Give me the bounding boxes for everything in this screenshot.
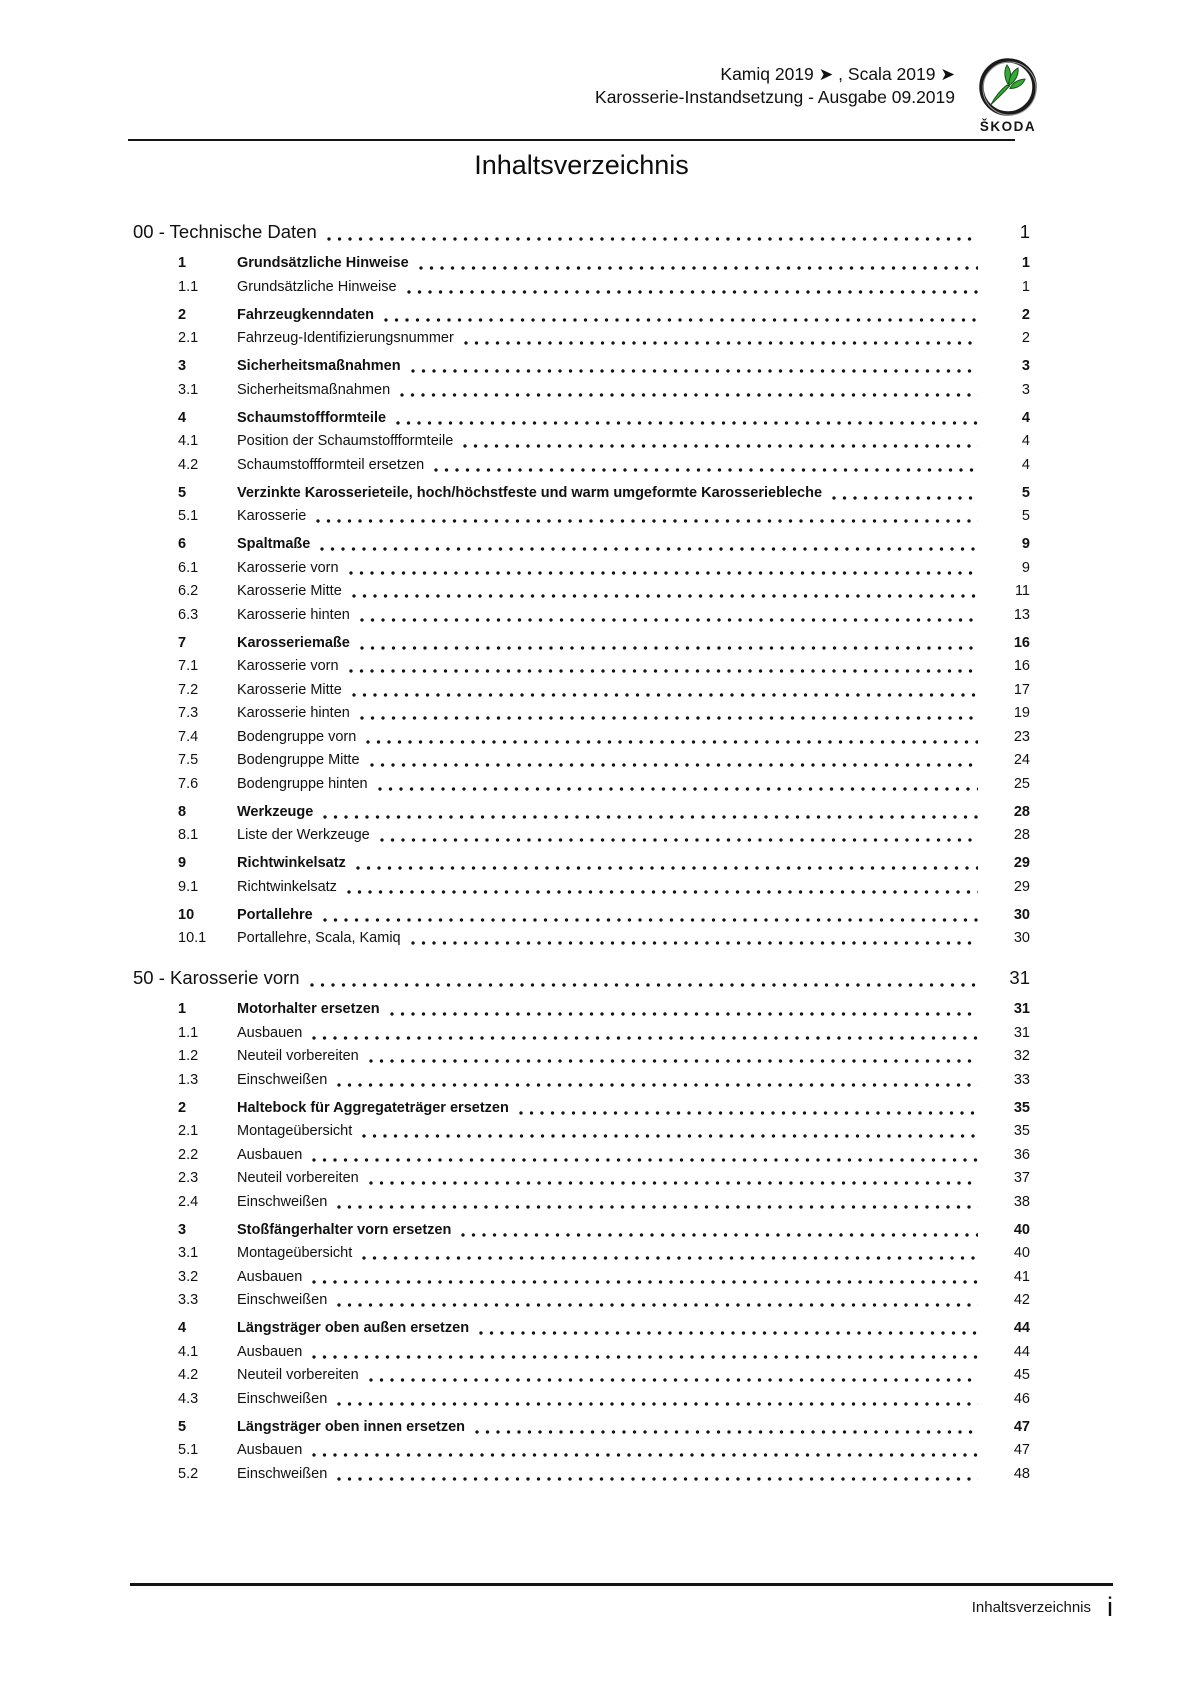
toc-subsection-row[interactable] <box>133 381 1030 400</box>
header-model-line: Kamiq 2019 ➤ , Scala 2019 ➤ <box>720 64 955 84</box>
dotted-leader <box>419 266 978 270</box>
toc-section-row[interactable] <box>133 484 1030 503</box>
dotted-leader <box>411 941 978 945</box>
toc-page-number: 30 <box>1013 930 1030 946</box>
toc-subsection-row[interactable] <box>133 1244 1030 1263</box>
toc-entry-number: 9 <box>178 855 187 871</box>
toc-entry-number: 1 <box>178 1001 187 1017</box>
dotted-leader <box>349 669 978 673</box>
toc-entry-number: 7.3 <box>178 705 199 721</box>
toc-subsection-row[interactable] <box>133 1193 1030 1212</box>
dotted-leader <box>464 341 978 345</box>
toc-page-number: 5 <box>1021 508 1030 524</box>
toc-entry-number: 3.2 <box>178 1268 199 1285</box>
toc-page-number: 41 <box>1013 1268 1030 1285</box>
toc-entry-label: Karosserie hinten <box>237 705 350 721</box>
toc-subsection-row[interactable] <box>133 878 1030 897</box>
toc-page-number: 45 <box>1013 1367 1030 1383</box>
toc-page-number: 46 <box>1013 1390 1030 1407</box>
toc-section-row[interactable] <box>133 803 1030 822</box>
toc-entry-label: Ausbauen <box>237 1268 303 1285</box>
dotted-leader <box>356 866 978 870</box>
dotted-leader <box>337 1083 978 1087</box>
toc-entry-label: 00 - Technische Daten <box>133 221 317 242</box>
dotted-leader <box>316 519 978 523</box>
toc-entry-label: Portallehre <box>237 906 313 923</box>
toc-subsection-row[interactable] <box>133 1024 1030 1043</box>
toc-entry-label: Schaumstoffformteil ersetzen <box>237 456 425 473</box>
toc-page-number: 31 <box>1013 1024 1030 1041</box>
footer-divider <box>130 1583 1113 1586</box>
toc-page-number: 40 <box>1013 1221 1030 1238</box>
toc-entry-label: Richtwinkelsatz <box>237 878 337 895</box>
toc-subsection-row[interactable] <box>133 1169 1030 1188</box>
toc-subsection-row[interactable] <box>133 1268 1030 1287</box>
toc-entry-number: 5.2 <box>178 1465 199 1482</box>
toc-page-number: 31 <box>1013 1001 1030 1017</box>
toc-subsection-row[interactable] <box>133 1465 1030 1484</box>
toc-entry-number: 10.1 <box>178 930 207 946</box>
toc-entry-number: 6.1 <box>178 559 199 576</box>
toc-page-number: 47 <box>1013 1418 1030 1435</box>
dotted-leader <box>390 1012 978 1016</box>
toc-page-number: 4 <box>1021 456 1030 473</box>
toc-entry-label: Fahrzeug-Identifizierungsnummer <box>237 330 454 346</box>
toc-entry-label: Ausbauen <box>237 1343 303 1360</box>
toc-page-number: 1 <box>1021 278 1030 295</box>
dotted-leader <box>323 815 978 819</box>
dotted-leader <box>323 918 978 922</box>
toc-page-number: 2 <box>1021 330 1030 346</box>
toc-page-number: 29 <box>1013 855 1030 871</box>
toc-entry-label: Bodengruppe Mitte <box>237 752 360 768</box>
toc-subsection-row[interactable] <box>133 456 1030 475</box>
toc-page-number: 9 <box>1021 536 1030 552</box>
toc-page-number: 48 <box>1013 1465 1030 1482</box>
toc-entry-label: Spaltmaße <box>237 536 311 552</box>
toc-subsection-row[interactable] <box>133 751 1030 770</box>
toc-subsection-row[interactable] <box>133 606 1030 625</box>
toc-subsection-row[interactable] <box>133 1047 1030 1066</box>
toc-entry-number: 4 <box>178 1320 187 1336</box>
dotted-leader <box>380 838 978 842</box>
toc-entry-number: 4 <box>178 409 187 426</box>
dotted-leader <box>378 787 978 791</box>
toc-entry-label: Ausbauen <box>237 1442 303 1458</box>
toc-entry-label: Liste der Werkzeuge <box>237 827 370 843</box>
toc-page-number: 35 <box>1013 1099 1030 1116</box>
toc-entry-label: Ausbauen <box>237 1024 303 1041</box>
dotted-leader <box>519 1111 978 1115</box>
toc-entry-label: Neuteil vorbereiten <box>237 1170 359 1186</box>
toc-section-row[interactable] <box>133 1221 1030 1240</box>
toc-entry-number: 4.3 <box>178 1390 199 1407</box>
dotted-leader <box>352 693 978 697</box>
toc-entry-label: Sicherheitsmaßnahmen <box>237 381 391 398</box>
toc-page-number: 29 <box>1013 878 1030 895</box>
toc-entry-label: Neuteil vorbereiten <box>237 1048 359 1064</box>
toc-entry-number: 1 <box>178 255 187 271</box>
dotted-leader <box>475 1430 978 1434</box>
toc-entry-label: Stoßfängerhalter vorn ersetzen <box>237 1221 452 1238</box>
dotted-leader <box>349 571 978 575</box>
dotted-leader <box>369 1059 978 1063</box>
toc-entry-label: Portallehre, Scala, Kamiq <box>237 930 401 946</box>
dotted-leader <box>312 1355 978 1359</box>
skoda-logo-block <box>966 56 1050 134</box>
toc-entry-number: 3 <box>178 1221 187 1238</box>
toc-entry-label: Einschweißen <box>237 1292 328 1308</box>
toc-subsection-row[interactable] <box>133 826 1030 845</box>
header-divider <box>128 139 1015 141</box>
toc-subsection-row[interactable] <box>133 278 1030 297</box>
toc-entry-label: Montageübersicht <box>237 1245 353 1261</box>
toc-section-row[interactable] <box>133 1000 1030 1019</box>
toc-page-number: 16 <box>1013 634 1030 651</box>
toc-entry-label: Einschweißen <box>237 1193 328 1210</box>
toc-page-number: 42 <box>1013 1292 1030 1308</box>
toc-section-row[interactable] <box>133 906 1030 925</box>
toc-page-number: 9 <box>1021 559 1030 576</box>
dotted-leader <box>463 444 978 448</box>
toc-entry-label: Grundsätzliche Hinweise <box>237 255 409 271</box>
toc-entry-label: Längsträger oben innen ersetzen <box>237 1418 466 1435</box>
toc-page-number: 19 <box>1013 705 1030 721</box>
toc-page-number: 31 <box>1009 967 1030 988</box>
toc-list <box>133 219 1030 1484</box>
toc-section-row[interactable] <box>133 357 1030 376</box>
dotted-leader <box>337 1303 978 1307</box>
toc-page-number: 3 <box>1021 358 1030 374</box>
dotted-leader <box>360 646 978 650</box>
toc-entry-number: 3.1 <box>178 1245 199 1261</box>
toc-page-number: 24 <box>1013 752 1030 768</box>
toc-entry-number: 2.2 <box>178 1146 199 1163</box>
toc-entry-number: 9.1 <box>178 878 199 895</box>
toc-entry-number: 8 <box>178 803 187 820</box>
toc-subsection-row[interactable] <box>133 329 1030 348</box>
dotted-leader <box>312 1036 978 1040</box>
dotted-leader <box>352 594 978 598</box>
toc-page-number: 38 <box>1013 1193 1030 1210</box>
toc-section-row[interactable] <box>133 634 1030 653</box>
toc-subsection-row[interactable] <box>133 704 1030 723</box>
toc-entry-label: Karosserie hinten <box>237 606 350 623</box>
dotted-leader <box>369 1378 978 1382</box>
toc-page-number: 44 <box>1013 1343 1030 1360</box>
dotted-leader <box>384 318 978 322</box>
footer-page-number: i <box>1107 1592 1113 1622</box>
footer-block <box>130 1592 1113 1623</box>
toc-entry-number: 7.1 <box>178 658 199 674</box>
toc-section-row[interactable] <box>133 1319 1030 1338</box>
header-text-block <box>595 63 955 109</box>
toc-entry-number: 4.1 <box>178 433 199 449</box>
dotted-leader <box>479 1331 978 1335</box>
dotted-leader <box>360 716 978 720</box>
toc-subsection-row[interactable] <box>133 1366 1030 1385</box>
page-title: Inhaltsverzeichnis <box>474 150 689 180</box>
toc-entry-label: Bodengruppe hinten <box>237 775 368 792</box>
toc-entry-number: 2.4 <box>178 1193 199 1210</box>
dotted-leader <box>370 763 978 767</box>
toc-entry-number: 7.2 <box>178 681 199 698</box>
toc-entry-number: 2 <box>178 1099 187 1116</box>
toc-entry-label: Einschweißen <box>237 1465 328 1482</box>
dotted-leader <box>366 740 978 744</box>
toc-page-number: 4 <box>1021 433 1030 449</box>
toc-page-number: 5 <box>1021 484 1030 501</box>
toc-entry-number: 8.1 <box>178 827 199 843</box>
dotted-leader <box>312 1453 978 1457</box>
toc-page-number: 32 <box>1013 1048 1030 1064</box>
dotted-leader <box>360 618 978 622</box>
toc-entry-number: 1.1 <box>178 278 199 295</box>
toc-entry-label: Einschweißen <box>237 1390 328 1407</box>
toc-subsection-row[interactable] <box>133 1146 1030 1165</box>
toc-entry-number: 5 <box>178 1418 187 1435</box>
toc-entry-label: Neuteil vorbereiten <box>237 1367 359 1383</box>
toc-entry-number: 3 <box>178 358 187 374</box>
toc-subsection-row[interactable] <box>133 582 1030 601</box>
toc-page-number: 13 <box>1013 606 1030 623</box>
skoda-wordmark: ŠKODA <box>979 119 1037 134</box>
toc-entry-number: 3.3 <box>178 1292 199 1308</box>
toc-entry-label: Karosserie Mitte <box>237 583 342 599</box>
toc-entry-label: Grundsätzliche Hinweise <box>237 278 397 295</box>
dotted-leader <box>411 369 978 373</box>
toc-entry-label: Karosserie <box>237 508 307 524</box>
toc-page-number: 44 <box>1013 1320 1030 1336</box>
toc-entry-number: 5.1 <box>178 1442 199 1458</box>
toc-entry-number: 2 <box>178 306 187 323</box>
toc-page-number: 36 <box>1013 1146 1030 1163</box>
dotted-leader <box>327 237 978 241</box>
toc-section-row[interactable] <box>133 409 1030 428</box>
toc-entry-label: Verzinkte Karosserieteile, hoch/höchstfeste und warm umgeformte Karosseriebleche <box>237 484 823 501</box>
toc-page-number: 23 <box>1013 728 1030 745</box>
toc-entry-number: 7.4 <box>178 728 199 745</box>
toc-page-number: 25 <box>1013 775 1030 792</box>
dotted-leader <box>347 890 978 894</box>
toc-entry-label: Karosseriemaße <box>237 634 350 651</box>
toc-subsection-row[interactable] <box>133 929 1030 948</box>
toc-page-number: 28 <box>1013 803 1030 820</box>
dotted-leader <box>312 1280 978 1284</box>
dotted-leader <box>407 290 978 294</box>
toc-entry-number: 6 <box>178 536 187 552</box>
toc-subsection-row[interactable] <box>133 1390 1030 1409</box>
toc-page-number: 11 <box>1014 583 1030 599</box>
dotted-leader <box>310 983 978 987</box>
footer-label: Inhaltsverzeichnis <box>971 1599 1091 1616</box>
toc-page-number: 37 <box>1013 1170 1030 1186</box>
toc-subsection-row[interactable] <box>133 775 1030 794</box>
toc-entry-label: Fahrzeugkenndaten <box>237 306 374 323</box>
toc-page-number: 4 <box>1021 409 1030 426</box>
toc-section-row[interactable] <box>133 1418 1030 1437</box>
toc-page-number: 3 <box>1021 381 1030 398</box>
toc-entry-label: Längsträger oben außen ersetzen <box>237 1320 470 1336</box>
dotted-leader <box>312 1158 978 1162</box>
toc-section-row[interactable] <box>133 1099 1030 1118</box>
toc-page-number: 33 <box>1013 1071 1030 1088</box>
toc-subsection-row[interactable] <box>133 507 1030 526</box>
toc-chapter-row[interactable] <box>133 965 1030 991</box>
dotted-leader <box>337 1402 978 1406</box>
dotted-leader <box>434 468 978 472</box>
toc-page-number: 1 <box>1021 255 1030 271</box>
toc-entry-label: Richtwinkelsatz <box>237 855 346 871</box>
toc-entry-label: Bodengruppe vorn <box>237 728 357 745</box>
toc-entry-number: 2.3 <box>178 1170 199 1186</box>
toc-entry-number: 7.6 <box>178 775 199 792</box>
toc-entry-number: 7.5 <box>178 752 199 768</box>
toc-page-number: 30 <box>1013 906 1030 923</box>
toc-entry-label: Ausbauen <box>237 1146 303 1163</box>
dotted-leader <box>337 1477 978 1481</box>
toc-entry-label: Karosserie Mitte <box>237 681 342 698</box>
toc-page-number: 47 <box>1013 1442 1030 1458</box>
toc-entry-label: Werkzeuge <box>237 803 314 820</box>
toc-subsection-row[interactable] <box>133 1071 1030 1090</box>
skoda-logo-icon <box>977 56 1039 118</box>
toc-entry-number: 5.1 <box>178 508 199 524</box>
toc-section-row[interactable] <box>133 535 1030 554</box>
dotted-leader <box>400 393 978 397</box>
toc-entry-label: Einschweißen <box>237 1071 328 1088</box>
toc-entry-number: 3.1 <box>178 381 199 398</box>
dotted-leader <box>369 1181 978 1185</box>
toc-subsection-row[interactable] <box>133 1343 1030 1362</box>
toc-subsection-row[interactable] <box>133 1441 1030 1460</box>
toc-subsection-row[interactable] <box>133 1122 1030 1141</box>
toc-entry-number: 10 <box>178 906 195 923</box>
toc-section-row[interactable] <box>133 254 1030 273</box>
toc-page-number: 35 <box>1013 1123 1030 1139</box>
toc-chapter-row[interactable] <box>133 219 1030 245</box>
toc-entry-number: 2.1 <box>178 330 199 346</box>
toc-subsection-row[interactable] <box>133 432 1030 451</box>
toc-entry-label: Schaumstoffformteile <box>237 409 387 426</box>
dotted-leader <box>832 496 978 500</box>
toc-entry-label: Sicherheitsmaßnahmen <box>237 358 401 374</box>
toc-entry-number: 5 <box>178 484 187 501</box>
toc-section-row[interactable] <box>133 854 1030 873</box>
dotted-leader <box>320 547 978 551</box>
toc-entry-number: 6.2 <box>178 583 199 599</box>
toc-subsection-row[interactable] <box>133 728 1030 747</box>
toc-entry-number: 4.2 <box>178 1367 199 1383</box>
toc-page-number: 16 <box>1013 658 1030 674</box>
toc-entry-label: Haltebock für Aggregateträger ersetzen <box>237 1099 509 1116</box>
toc-entry-number: 1.3 <box>178 1071 199 1088</box>
toc-subsection-row[interactable] <box>133 657 1030 676</box>
toc-page-number: 1 <box>1019 221 1030 242</box>
dotted-leader <box>362 1134 978 1138</box>
toc-entry-number: 4.1 <box>178 1343 199 1360</box>
dotted-leader <box>337 1205 978 1209</box>
toc-entry-label: Karosserie vorn <box>237 658 339 674</box>
toc-page-number: 2 <box>1021 306 1030 323</box>
toc-entry-label: Position der Schaumstoffformteile <box>237 433 454 449</box>
toc-entry-number: 4.2 <box>178 456 199 473</box>
toc-entry-label: Motorhalter ersetzen <box>237 1001 380 1017</box>
toc-subsection-row[interactable] <box>133 681 1030 700</box>
toc-entry-number: 2.1 <box>178 1123 199 1139</box>
dotted-leader <box>362 1256 978 1260</box>
toc-entry-label: 50 - Karosserie vorn <box>133 967 300 988</box>
toc-entry-number: 7 <box>178 634 187 651</box>
toc-page-number: 28 <box>1013 827 1030 843</box>
toc-section-row[interactable] <box>133 306 1030 325</box>
toc-page-number: 17 <box>1013 681 1030 698</box>
toc-subsection-row[interactable] <box>133 1291 1030 1310</box>
toc-entry-number: 1.2 <box>178 1048 199 1064</box>
toc-page-number: 40 <box>1013 1245 1030 1261</box>
dotted-leader <box>461 1233 978 1237</box>
toc-entry-number: 6.3 <box>178 606 199 623</box>
toc-entry-number: 1.1 <box>178 1024 199 1041</box>
toc-entry-label: Karosserie vorn <box>237 559 339 576</box>
header-edition-line: Karosserie-Instandsetzung - Ausgabe 09.2019 <box>595 87 955 107</box>
toc-subsection-row[interactable] <box>133 559 1030 578</box>
toc-entry-label: Montageübersicht <box>237 1123 353 1139</box>
dotted-leader <box>396 421 978 425</box>
